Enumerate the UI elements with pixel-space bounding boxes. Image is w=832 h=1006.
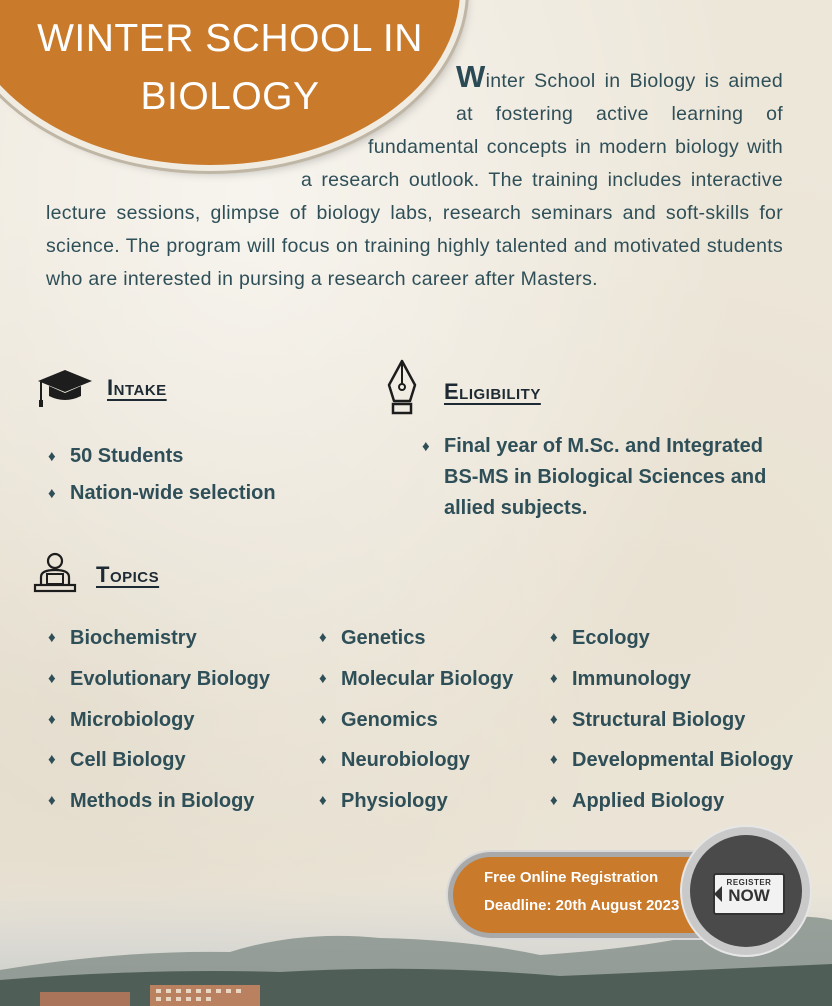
list-item: ♦ Final year of M.Sc. and Integrated BS-MS in Biological Sciences and allied subjects. (422, 431, 782, 524)
graduation-cap-icon (36, 368, 94, 410)
topics-column-3 (550, 618, 820, 822)
intro-dropcap: W (456, 59, 486, 94)
topics-heading: Topics (96, 562, 160, 587)
topics-column-2 (319, 618, 539, 822)
list-item: ♦ Neurobiology (319, 740, 539, 781)
list-item: ♦ Genetics (319, 618, 539, 659)
list-item: ♦ Microbiology (48, 700, 308, 741)
eligibility-list (422, 431, 782, 524)
register-now-button[interactable]: REGISTER NOW (713, 873, 785, 915)
list-item: ♦ Molecular Biology (319, 659, 539, 700)
intake-list (48, 438, 348, 512)
topics-column-1 (48, 618, 308, 822)
intro-paragraph (46, 60, 783, 296)
person-at-desk-icon (33, 552, 77, 594)
title-line-1: WINTER SCHOOL IN (37, 17, 423, 60)
registration-deadline: Deadline: 20th August 2023 (484, 897, 680, 914)
list-item: ♦ Structural Biology (550, 700, 820, 741)
title-line-2: BIOLOGY (140, 75, 320, 118)
list-item: ♦ Genomics (319, 700, 539, 741)
intake-heading: Intake (107, 375, 167, 400)
eligibility-heading: Eligibility (444, 379, 541, 404)
list-item: ♦ Evolutionary Biology (48, 659, 308, 700)
list-item: ♦ Cell Biology (48, 740, 308, 781)
list-item: ♦ Applied Biology (550, 781, 820, 822)
arrow-left-icon (714, 886, 722, 902)
list-item: ♦ Immunology (550, 659, 820, 700)
registration-line-1: Free Online Registration (484, 869, 659, 886)
list-item: ♦ 50 Students (48, 438, 348, 475)
list-item: ♦ Methods in Biology (48, 781, 308, 822)
list-item: ♦ Developmental Biology (550, 740, 820, 781)
intro-text: inter School in Biology is aimed at fostering active learning of fundamental concepts in modern biology with a research outlook. The training includes interactive lecture sessions, glimpse of biology labs, research seminars and soft-skills for science. The program will focus on training highly talented and motivated students who are interested in pursing a research career after Masters. (46, 70, 783, 290)
list-item: ♦ Physiology (319, 781, 539, 822)
list-item: ♦ Nation-wide selection (48, 475, 348, 512)
list-item: ♦ Ecology (550, 618, 820, 659)
list-item: ♦ Biochemistry (48, 618, 308, 659)
fountain-pen-nib-icon (384, 359, 420, 417)
